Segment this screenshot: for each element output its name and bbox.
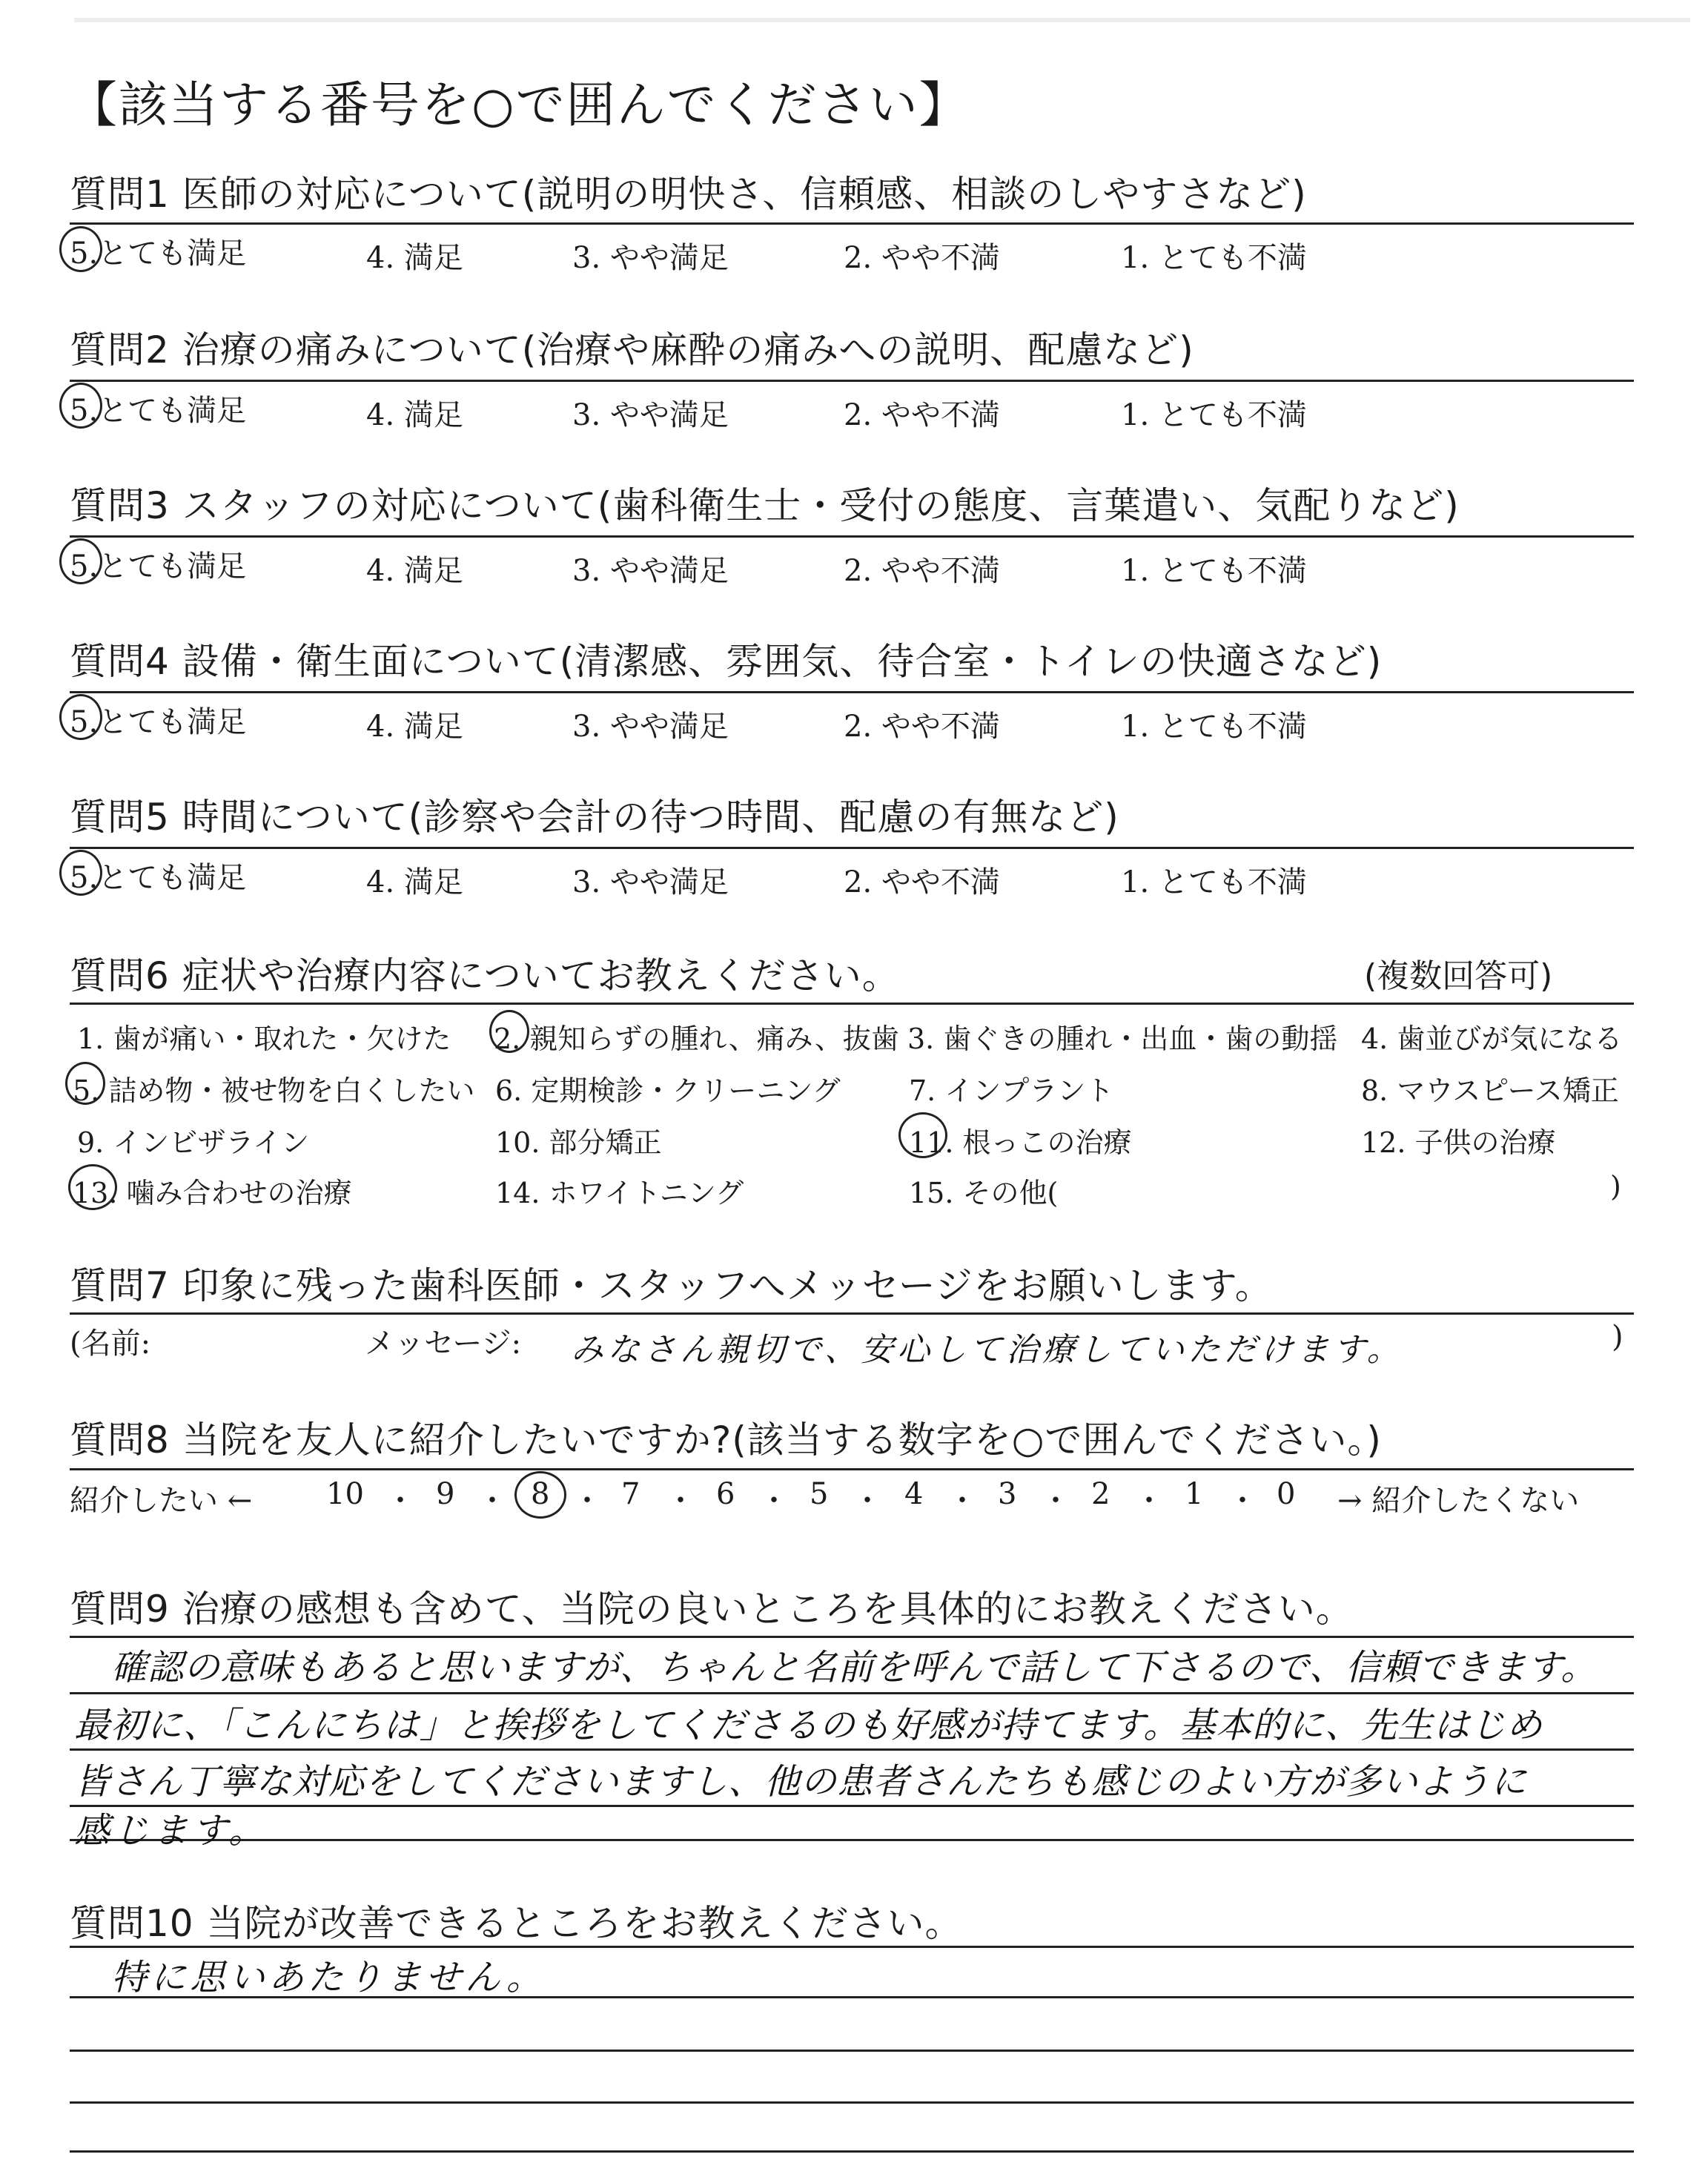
question-2-label: 質問2 治療の痛みについて(治療や麻酔の痛みへの説明、配慮など)	[70, 328, 1194, 371]
question-1-rule	[70, 222, 1634, 225]
q5-option-1[interactable]: 1. とても不満	[1121, 865, 1307, 899]
question-3-label: 質問3 スタッフの対応について(歯科衛生士・受付の態度、言葉遣い、気配りなど)	[70, 484, 1460, 527]
q8-left-label: 紹介したい ←	[70, 1484, 253, 1518]
q8-scale-6[interactable]: 6	[716, 1477, 735, 1511]
question-5-label: 質問5 時間について(診察や会計の待つ時間、配慮の有無など)	[70, 796, 1119, 839]
q8-scale-2[interactable]: 2	[1091, 1477, 1110, 1511]
q9-rule-2	[70, 1692, 1634, 1694]
q1-option-3[interactable]: 3. やや満足	[572, 241, 729, 275]
q8-scale-1[interactable]: 1	[1185, 1477, 1204, 1511]
q5-option-4[interactable]: 4. 満足	[366, 865, 463, 899]
question-4-rule	[70, 691, 1634, 693]
question-5-rule	[70, 847, 1634, 849]
page-top-edge	[74, 18, 1690, 22]
question-2-rule	[70, 380, 1634, 382]
q6-item-10[interactable]: 10. 部分矯正	[495, 1126, 662, 1159]
q6-item-11[interactable]: 11. 根っこの治療	[909, 1126, 1132, 1159]
question-7-label: 質問7 印象に残った歯科医師・スタッフへメッセージをお願いします。	[70, 1264, 1273, 1307]
question-3-rule	[70, 535, 1634, 538]
q7-name-label: (名前:	[70, 1327, 151, 1361]
q6-item-15-close: )	[1610, 1170, 1621, 1203]
q3-option-4[interactable]: 4. 満足	[366, 554, 463, 588]
q4-option-5[interactable]: 5.とても満足	[70, 705, 247, 739]
q4-option-4[interactable]: 4. 満足	[366, 710, 463, 744]
q6-item-11-circle	[898, 1112, 947, 1158]
q9-answer-line-4: 感じます。	[74, 1810, 268, 1852]
q6-item-2-circle	[489, 1010, 529, 1053]
q9-rule-5	[70, 1839, 1634, 1841]
q9-rule-1	[70, 1636, 1634, 1638]
q8-scale-7[interactable]: 7	[621, 1477, 640, 1511]
q2-option-1[interactable]: 1. とても不満	[1121, 398, 1307, 432]
q6-item-3[interactable]: 3. 歯ぐきの腫れ・出血・歯の動揺	[907, 1023, 1338, 1055]
q6-item-13[interactable]: 13. 噛み合わせの治療	[73, 1177, 352, 1209]
q10-answer-line-1: 特に思いあたりません。	[111, 1957, 546, 1998]
q8-selected-circle	[514, 1471, 566, 1519]
question-8-label: 質問8 当院を友人に紹介したいですか?(該当する数字を○で囲んでください。)	[70, 1418, 1382, 1462]
q4-option-2[interactable]: 2. やや不満	[844, 710, 1000, 744]
q8-dot: ・	[1041, 1484, 1070, 1518]
q8-dot: ・	[385, 1484, 415, 1518]
q8-scale-0[interactable]: 0	[1277, 1477, 1296, 1511]
q5-option-2[interactable]: 2. やや不満	[844, 865, 1000, 899]
q9-rule-3	[70, 1748, 1634, 1751]
q5-option-3[interactable]: 3. やや満足	[572, 865, 729, 899]
q6-item-8[interactable]: 8. マウスピース矯正	[1361, 1074, 1619, 1107]
q8-dot: ・	[1134, 1484, 1164, 1518]
q1-option-1[interactable]: 1. とても不満	[1121, 241, 1307, 275]
q2-option-4[interactable]: 4. 満足	[366, 398, 463, 432]
q6-item-5[interactable]: 5. 詰め物・被せ物を白くしたい	[73, 1074, 475, 1107]
q6-item-5-circle	[65, 1062, 105, 1105]
question-10-label: 質問10 当院が改善できるところをお教えください。	[70, 1902, 963, 1945]
q1-option-5[interactable]: 5.とても満足	[70, 237, 247, 271]
q8-scale-10[interactable]: 10	[326, 1477, 364, 1511]
q8-scale-3[interactable]: 3	[998, 1477, 1017, 1511]
question-6-label: 質問6 症状や治療内容についてお教えください。	[70, 954, 900, 997]
q8-dot: ・	[947, 1484, 977, 1518]
q6-item-12[interactable]: 12. 子供の治療	[1361, 1126, 1556, 1159]
question-6-rule	[70, 1003, 1634, 1005]
q8-dot: ・	[853, 1484, 882, 1518]
q2-option-3[interactable]: 3. やや満足	[572, 398, 729, 432]
q7-message-label: メッセージ:	[365, 1327, 522, 1361]
q4-option-3[interactable]: 3. やや満足	[572, 710, 729, 744]
q6-item-4[interactable]: 4. 歯並びが気になる	[1361, 1023, 1623, 1055]
question-6-note: (複数回答可)	[1364, 957, 1553, 995]
q10-rule-4	[70, 2101, 1634, 2104]
q2-option-2[interactable]: 2. やや不満	[844, 398, 1000, 432]
q6-item-15[interactable]: 15. その他(	[909, 1177, 1059, 1209]
q8-dot: ・	[1228, 1484, 1257, 1518]
page-title: 【該当する番号を○で囲んでください】	[68, 76, 970, 133]
q8-scale-4[interactable]: 4	[904, 1477, 924, 1511]
q6-item-7[interactable]: 7. インプラント	[909, 1074, 1114, 1107]
q6-item-2[interactable]: 2. 親知らずの腫れ、痛み、抜歯	[494, 1023, 899, 1055]
q10-rule-3	[70, 2050, 1634, 2052]
q10-rule-5	[70, 2150, 1634, 2153]
question-9-label: 質問9 治療の感想も含めて、当院の良いところを具体的にお教えください。	[70, 1588, 1354, 1631]
q2-option-5[interactable]: 5.とても満足	[70, 394, 247, 428]
q1-option-2[interactable]: 2. やや不満	[844, 241, 1000, 275]
q9-rule-4	[70, 1805, 1634, 1807]
q8-dot: ・	[572, 1484, 602, 1518]
question-8-rule	[70, 1468, 1634, 1470]
q8-right-label: → 紹介したくない	[1337, 1484, 1580, 1518]
q3-option-1[interactable]: 1. とても不満	[1121, 554, 1307, 588]
q3-option-5[interactable]: 5.とても満足	[70, 549, 247, 584]
q5-option-5[interactable]: 5.とても満足	[70, 861, 247, 895]
q6-item-6[interactable]: 6. 定期検診・クリーニング	[495, 1074, 841, 1107]
q8-scale-8[interactable]: 8	[531, 1477, 550, 1511]
q4-option-1[interactable]: 1. とても不満	[1121, 710, 1307, 744]
q1-option-4[interactable]: 4. 満足	[366, 241, 463, 275]
q7-message-text: みなさん親切で、安心して治療していただけます。	[571, 1331, 1403, 1369]
q3-option-3[interactable]: 3. やや満足	[572, 554, 729, 588]
q6-item-9[interactable]: 9. インビザライン	[77, 1126, 310, 1159]
q8-dot: ・	[666, 1484, 695, 1518]
q8-scale-9[interactable]: 9	[436, 1477, 455, 1511]
q8-dot: ・	[759, 1484, 789, 1518]
question-4-label: 質問4 設備・衛生面について(清潔感、雰囲気、待合室・トイレの快適さなど)	[70, 640, 1383, 683]
q6-item-13-circle	[68, 1164, 117, 1210]
q6-item-1[interactable]: 1. 歯が痛い・取れた・欠けた	[77, 1023, 451, 1055]
q3-option-2[interactable]: 2. やや不満	[844, 554, 1000, 588]
q8-dot: ・	[477, 1484, 507, 1518]
q9-answer-line-1: 確認の意味もあると思いますが、ちゃんと名前を呼んで話して下さるので、信頼できます。	[111, 1647, 1598, 1688]
question-1-label: 質問1 医師の対応について(説明の明快さ、信頼感、相談のしやすさなど)	[70, 173, 1307, 216]
q9-answer-line-3: 皆さん丁寧な対応をしてくださいますし、他の患者さんたちも感じのよい方が多いように	[74, 1761, 1528, 1803]
q7-close-paren: )	[1612, 1320, 1623, 1354]
q9-answer-line-2: 最初に、「こんにちは」と挨拶をしてくださるのも好感が持てます。基本的に、先生はじめ	[74, 1705, 1543, 1746]
q8-scale-5[interactable]: 5	[810, 1477, 829, 1511]
q10-rule-1	[70, 1946, 1634, 1948]
question-7-rule	[70, 1312, 1634, 1315]
q6-item-14[interactable]: 14. ホワイトニング	[495, 1177, 744, 1209]
